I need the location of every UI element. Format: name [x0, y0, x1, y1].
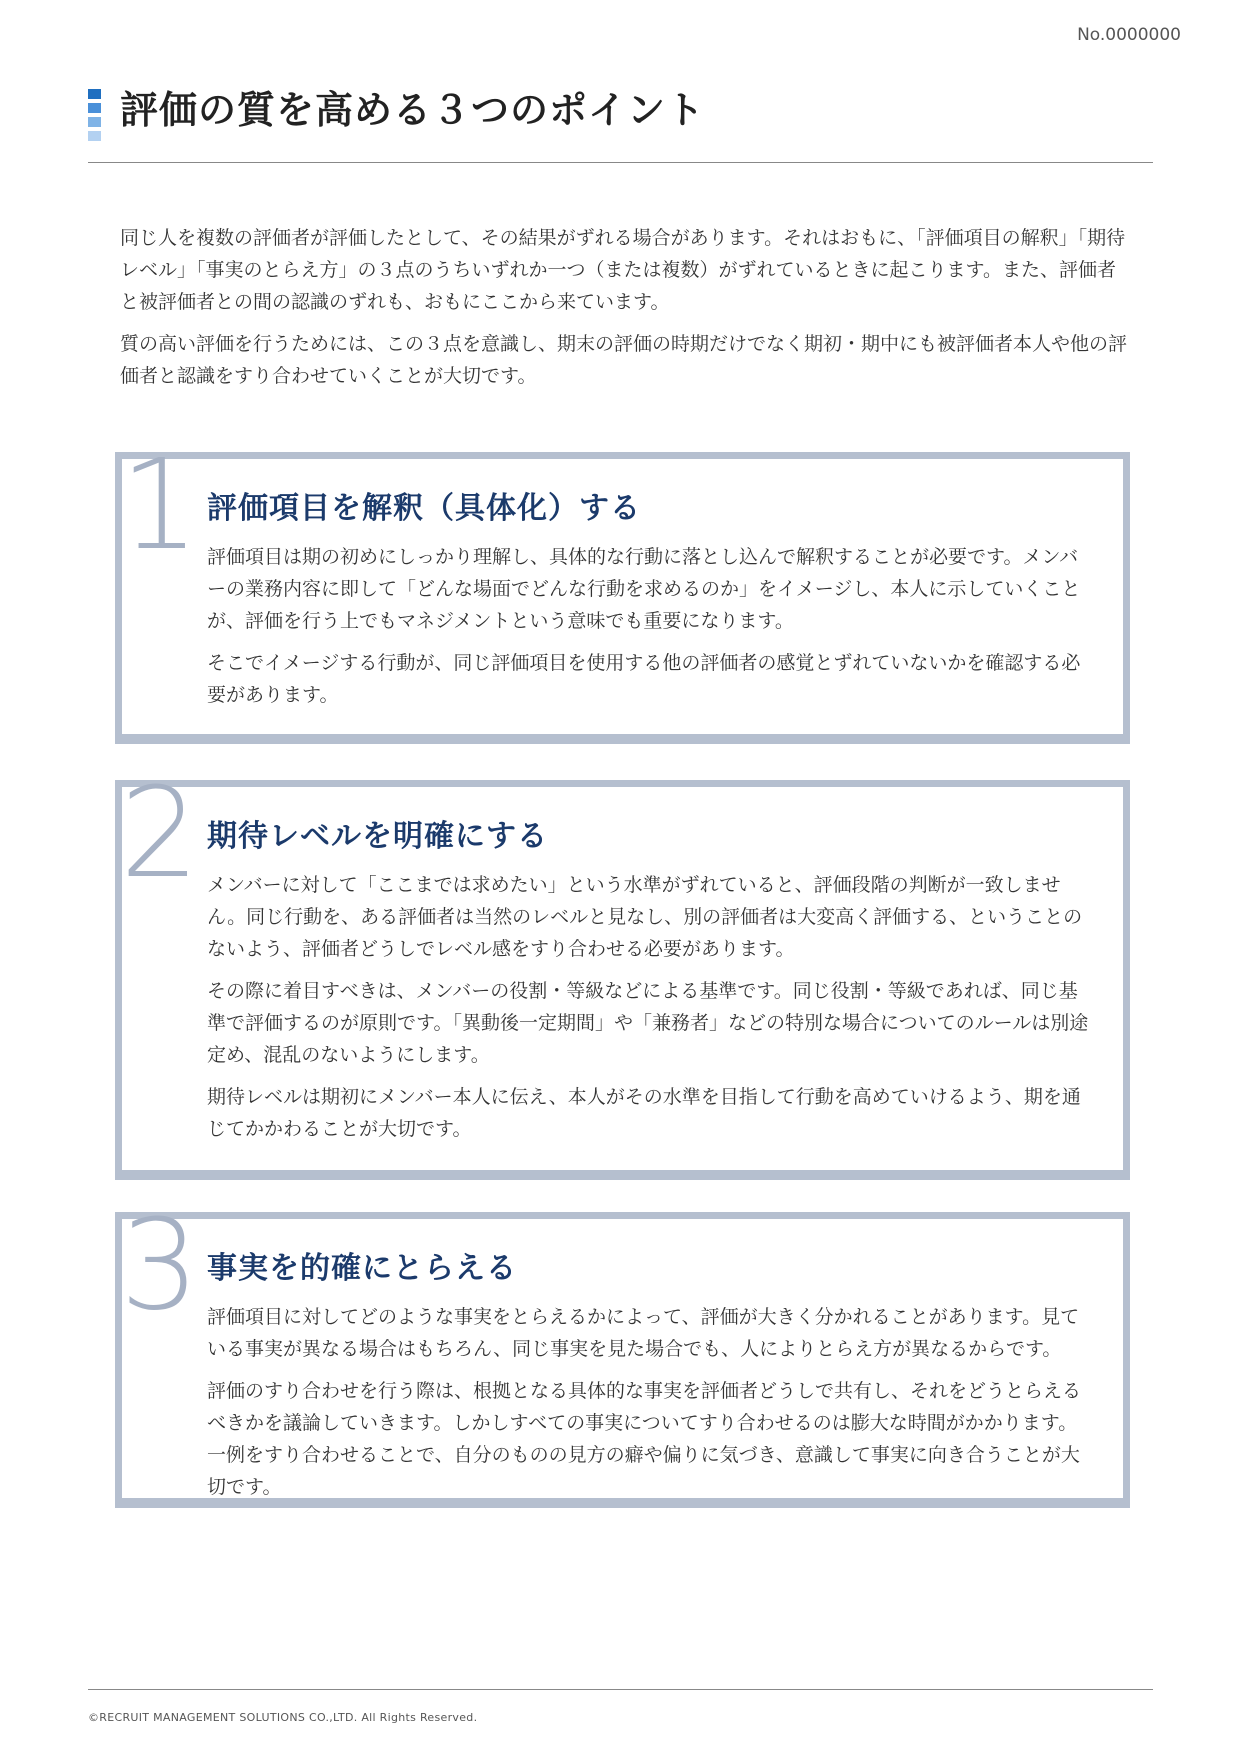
page-title: 評価の質を高める３つのポイント — [120, 88, 706, 132]
point-paragraph: その際に着目すべきは、メンバーの役割・等級などによる基準です。同じ役割・等級であれば、同じ基準で評価するのが原則です。「異動後一定期間」や「兼務者」などの特別な場合についてのルールは別途定め、混乱のないようにします。 — [207, 980, 1089, 1066]
intro-paragraph: 質の高い評価を行うためには、この３点を意識し、期末の評価の時期だけでなく期初・期中にも被評価者本人や他の評価者と認識をすり合わせていくことが大切です。 — [120, 333, 1128, 387]
title-accent-bar — [88, 89, 102, 145]
point-body — [207, 869, 1095, 1155]
intro-paragraph: 同じ人を複数の評価者が評価したとして、その結果がずれる場合があります。それはおもに、「評価項目の解釈」「期待レベル」「事実のとらえ方」の３点のうちいずれか一つ（または複数）がずれているときに起こります。また、評価者と被評価者との間の認識のずれも、おもにここから来ています。 — [120, 227, 1126, 313]
point-card-1 — [115, 433, 1130, 744]
point-title: 期待レベルを明確にする — [207, 819, 548, 854]
point-paragraph: 評価項目に対してどのような事実をとらえるかによって、評価が大きく分かれることがあります。見ている事実が異なる場合はもちろん、同じ事実を見た場合でも、人によりとらえ方が異なるからです。 — [207, 1306, 1080, 1360]
point-paragraph: 評価項目は期の初めにしっかり理解し、具体的な行動に落とし込んで解釈することが必要です。メンバーの業務内容に即して「どんな場面でどんな行動を求めるのか」をイメージし、本人に示していくことが、評価を行う上でもマネジメントという意味でも重要になります。 — [207, 546, 1081, 632]
point-number: 2 — [120, 761, 200, 906]
copyright-notice: ©RECRUIT MANAGEMENT SOLUTIONS CO.,LTD. All Rights Reserved. — [88, 1711, 478, 1724]
title-divider — [88, 162, 1153, 163]
title-block — [88, 86, 1153, 166]
point-number: 1 — [120, 433, 200, 578]
point-number: 3 — [120, 1193, 200, 1338]
point-paragraph: 期待レベルは期初にメンバー本人に伝え、本人がその水準を目指して行動を高めていけるよう、期を通じてかかわることが大切です。 — [207, 1086, 1081, 1140]
point-body — [207, 1301, 1095, 1513]
document-number: No.0000000 — [1077, 25, 1181, 45]
intro-section — [120, 222, 1130, 402]
point-title: 評価項目を解釈（具体化）する — [207, 491, 641, 526]
point-paragraph: そこでイメージする行動が、同じ評価項目を使用する他の評価者の感覚とずれていないかを確認する必要があります。 — [207, 652, 1081, 706]
footer-divider — [88, 1689, 1153, 1690]
point-paragraph: 評価のすり合わせを行う際は、根拠となる具体的な事実を評価者どうしで共有し、それをどうとらえるべきかを議論していきます。しかしすべての事実についてすり合わせるのは膨大な時間がかかります。一例をすり合わせることで、自分のものの見方の癖や偏りに気づき、意識して事実に向き合うことが大切です。 — [207, 1380, 1082, 1498]
point-card-2 — [115, 761, 1130, 1180]
point-body — [207, 541, 1095, 721]
point-title: 事実を的確にとらえる — [207, 1251, 517, 1286]
point-paragraph: メンバーに対して「ここまでは求めたい」という水準がずれていると、評価段階の判断が一致しません。同じ行動を、ある評価者は当然のレベルと見なし、別の評価者は大変高く評価する、ということのないよう、評価者どうしでレベル感をすり合わせる必要があります。 — [207, 874, 1083, 960]
point-card-3 — [115, 1193, 1130, 1508]
